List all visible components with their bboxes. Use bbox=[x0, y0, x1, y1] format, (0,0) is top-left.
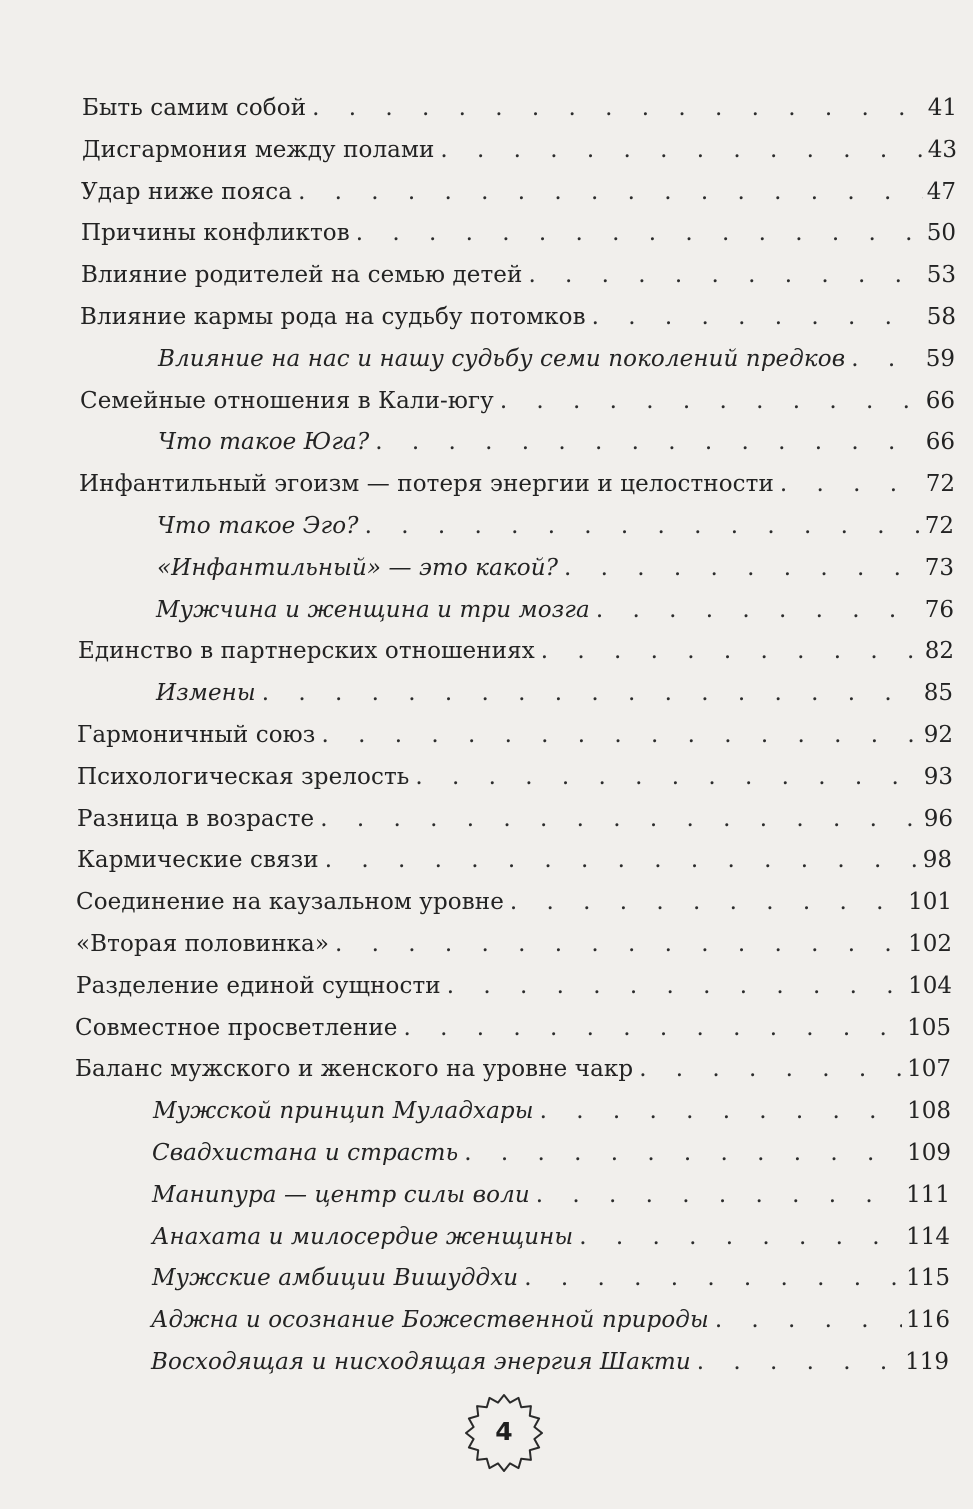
toc-subentry bbox=[152, 1177, 950, 1213]
toc-subentry bbox=[156, 675, 953, 711]
toc-entry-title: Влияние кармы рода на судьбу потомков bbox=[80, 304, 586, 330]
toc-entry bbox=[75, 1051, 951, 1087]
toc-entry bbox=[81, 174, 956, 210]
dot-leader bbox=[447, 968, 904, 1004]
dot-leader bbox=[697, 1344, 901, 1380]
dot-leader bbox=[500, 383, 922, 419]
toc-subentry bbox=[151, 1302, 950, 1338]
dot-leader bbox=[851, 341, 922, 377]
toc-entry-page: 109 bbox=[907, 1140, 951, 1166]
dot-leader bbox=[464, 1135, 903, 1171]
toc-subentry bbox=[152, 1219, 950, 1255]
toc-entry-title: Кармические связи bbox=[77, 847, 319, 873]
toc-entry-page: 92 bbox=[923, 722, 953, 748]
toc-entry-page: 104 bbox=[908, 973, 952, 999]
dot-leader bbox=[715, 1302, 902, 1338]
toc-entry bbox=[76, 968, 952, 1004]
dot-leader bbox=[528, 257, 922, 293]
toc-entry-title: Что такое Эго? bbox=[157, 513, 359, 539]
toc-entry-title: Измены bbox=[156, 680, 256, 706]
toc-entry-title: Разница в возрасте bbox=[77, 806, 315, 832]
dot-leader bbox=[262, 675, 920, 711]
dot-leader bbox=[335, 926, 904, 962]
page-number-badge bbox=[463, 1392, 545, 1474]
dot-leader bbox=[541, 633, 921, 669]
toc-entry bbox=[76, 926, 952, 962]
toc-subentry bbox=[158, 424, 955, 460]
toc-entry-page: 93 bbox=[923, 764, 953, 790]
toc-subentry bbox=[157, 508, 954, 544]
dot-leader bbox=[780, 466, 922, 502]
toc-entry-title: Анахата и милосердие женщины bbox=[152, 1224, 574, 1250]
toc-entry bbox=[76, 884, 952, 920]
dot-leader bbox=[579, 1219, 902, 1255]
toc-subentry bbox=[151, 1344, 949, 1380]
toc-entry-page: 82 bbox=[924, 638, 954, 664]
toc-entry-page: 96 bbox=[923, 806, 953, 832]
toc-entry-page: 50 bbox=[926, 220, 956, 246]
toc-entry-page: 58 bbox=[926, 304, 956, 330]
toc-entry bbox=[82, 90, 957, 126]
toc-entry-title: Мужской принцип Муладхары bbox=[153, 1098, 534, 1124]
toc-subentry bbox=[158, 341, 955, 377]
toc-entry-title: Семейные отношения в Кали-югу bbox=[80, 388, 494, 414]
page-number: 4 bbox=[495, 1417, 513, 1446]
toc-entry-page: 101 bbox=[908, 889, 952, 915]
toc-entry-page: 41 bbox=[927, 95, 957, 121]
toc-subentry bbox=[156, 592, 954, 628]
dot-leader bbox=[510, 884, 904, 920]
toc-entry-title: Удар ниже пояса bbox=[81, 179, 293, 205]
dot-leader bbox=[540, 1093, 904, 1129]
toc-entry-page: 102 bbox=[908, 931, 952, 957]
dot-leader bbox=[524, 1260, 902, 1296]
toc-entry-title: Аджна и осознание Божественной природы bbox=[151, 1307, 709, 1333]
toc-entry-page: 114 bbox=[906, 1224, 950, 1250]
toc-entry-page: 108 bbox=[907, 1098, 951, 1124]
toc-entry-title: Разделение единой сущности bbox=[76, 973, 441, 999]
toc-entry-title: Совместное просветление bbox=[75, 1015, 398, 1041]
toc-entry-page: 73 bbox=[924, 555, 954, 581]
toc-entry-page: 66 bbox=[925, 429, 955, 455]
toc-entry-page: 72 bbox=[925, 471, 955, 497]
toc-entry-title: Мужские амбиции Вишуддхи bbox=[152, 1265, 519, 1291]
toc-entry-page: 111 bbox=[906, 1182, 950, 1208]
toc-entry bbox=[78, 633, 954, 669]
toc-entry bbox=[75, 1010, 951, 1046]
toc-entry-title: Дисгармония между полами bbox=[82, 137, 435, 163]
toc-subentry bbox=[152, 1135, 951, 1171]
toc-entry-title: «Инфантильный» — это какой? bbox=[157, 555, 559, 581]
dot-leader bbox=[325, 842, 919, 878]
toc-entry-page: 115 bbox=[906, 1265, 950, 1291]
dot-leader bbox=[321, 717, 919, 753]
dot-leader bbox=[320, 801, 919, 837]
toc-subentry bbox=[157, 550, 954, 586]
toc-entry-page: 72 bbox=[924, 513, 954, 539]
dot-leader bbox=[564, 550, 921, 586]
toc-entry-title: Мужчина и женщина и три мозга bbox=[156, 597, 590, 623]
dot-leader bbox=[375, 424, 921, 460]
toc-entry-title: Восходящая и нисходящая энергия Шакти bbox=[151, 1349, 691, 1375]
toc-entry-page: 98 bbox=[922, 847, 952, 873]
toc-entry-title: Единство в партнерских отношениях bbox=[78, 638, 535, 664]
toc-entry bbox=[80, 383, 955, 419]
toc-entry-page: 53 bbox=[926, 262, 956, 288]
toc-entry-title: Причины конфликтов bbox=[81, 220, 350, 246]
toc-entry-page: 105 bbox=[907, 1015, 951, 1041]
toc-entry bbox=[77, 801, 953, 837]
dot-leader bbox=[312, 90, 924, 126]
dot-leader bbox=[365, 508, 921, 544]
toc-entry bbox=[81, 215, 956, 251]
toc-entry bbox=[81, 257, 956, 293]
toc-entry-page: 85 bbox=[923, 680, 953, 706]
toc-subentry bbox=[152, 1260, 950, 1296]
toc-entry-title: «Вторая половинка» bbox=[76, 931, 330, 957]
dot-leader bbox=[403, 1010, 903, 1046]
toc-entry-title: Гармоничный союз bbox=[77, 722, 316, 748]
toc-entry-title: Влияние родителей на семью детей bbox=[81, 262, 523, 288]
dot-leader bbox=[536, 1177, 902, 1213]
toc-entry-page: 119 bbox=[905, 1349, 949, 1375]
toc-entry-page: 116 bbox=[906, 1307, 950, 1333]
toc-entry-page: 76 bbox=[924, 597, 954, 623]
dot-leader bbox=[592, 299, 923, 335]
dot-leader bbox=[440, 132, 923, 168]
dot-leader bbox=[356, 215, 923, 251]
toc-subentry bbox=[153, 1093, 951, 1129]
toc-entry-title: Инфантильный эгоизм — потеря энергии и целостности bbox=[79, 471, 774, 497]
toc-entry-page: 107 bbox=[907, 1056, 951, 1082]
dot-leader bbox=[639, 1051, 903, 1087]
toc-entry bbox=[77, 842, 952, 878]
toc-entry bbox=[77, 717, 953, 753]
toc-entry bbox=[77, 759, 953, 795]
toc-entry-title: Психологическая зрелость bbox=[77, 764, 410, 790]
toc-entry bbox=[79, 466, 955, 502]
toc-entry-title: Быть самим собой bbox=[82, 95, 307, 121]
toc-entry-page: 66 bbox=[925, 388, 955, 414]
dot-leader bbox=[596, 592, 921, 628]
toc-entry-page: 43 bbox=[927, 137, 957, 163]
toc-entry-page: 59 bbox=[925, 346, 955, 372]
toc-entry-title: Соединение на каузальном уровне bbox=[76, 889, 504, 915]
toc-entry bbox=[80, 299, 956, 335]
toc-entry bbox=[82, 132, 957, 168]
toc-entry-title: Влияние на нас и нашу судьбу семи поколений предков bbox=[158, 346, 846, 372]
toc-entry-title: Баланс мужского и женского на уровне чакр bbox=[75, 1056, 634, 1082]
toc-entry-page: 47 bbox=[926, 179, 956, 205]
toc-entry-title: Манипура — центр силы воли bbox=[152, 1182, 530, 1208]
dot-leader bbox=[298, 174, 923, 210]
toc-entry-title: Что такое Юга? bbox=[158, 429, 370, 455]
toc-entry-title: Свадхистана и страсть bbox=[152, 1140, 459, 1166]
dot-leader bbox=[415, 759, 919, 795]
